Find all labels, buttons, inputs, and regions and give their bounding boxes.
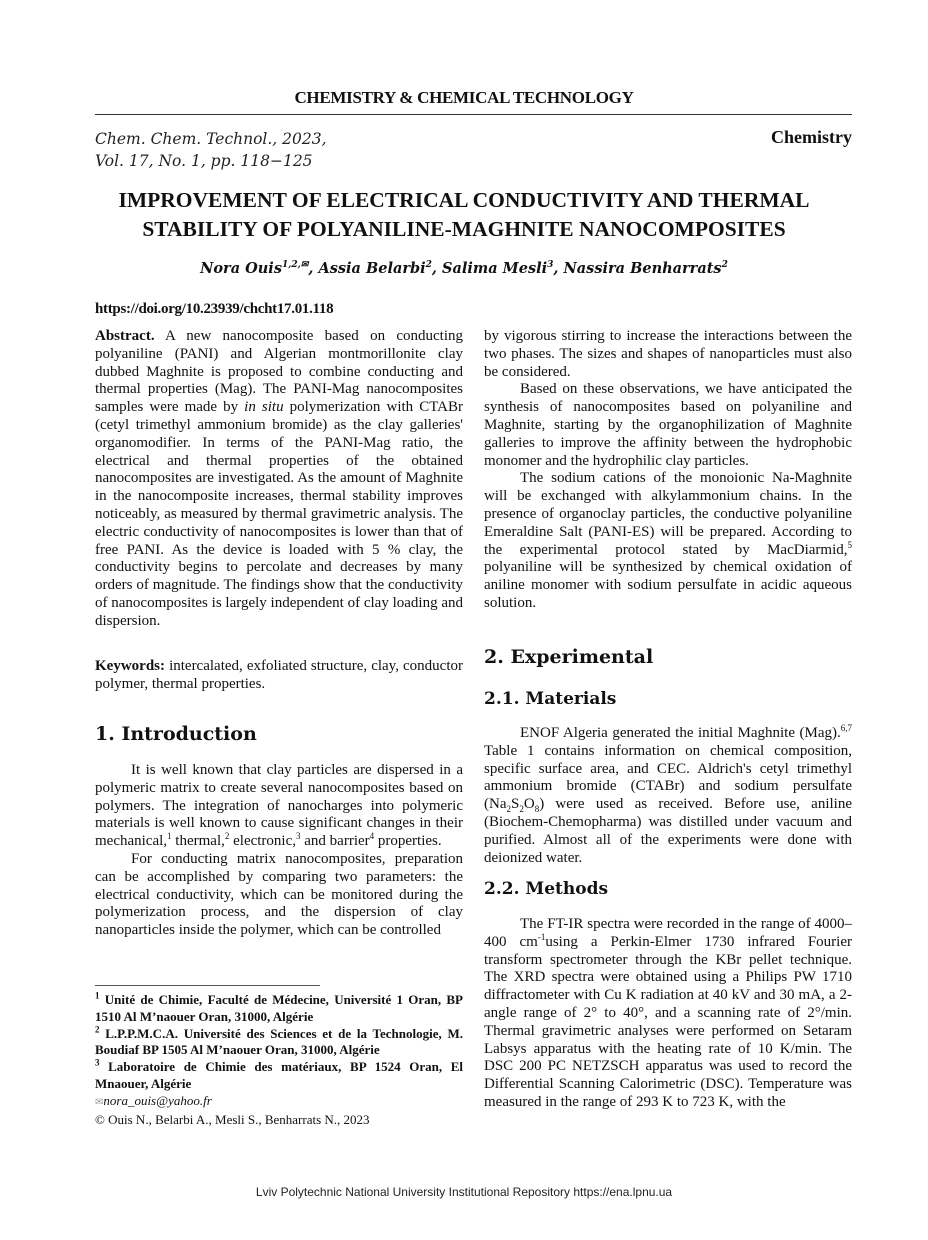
abstract-text: polymerization with CTABr (cetyl trimethyl ammonium bromide) as the clay galleries' organomodifier. In terms of the PANI-Mag ratio, the electrical and thermal properties of the obtained nanocomposites are investigated. As the amount of Maghnite in the nanocomposite increases, thermal stability improves noticeably, as measured by thermal gravimetric analysis. The electric conductivity of nanocomposites is lower than that of free PANI. As the device is loaded with 5 % clay, the conductivity begins to percolate and decreases by many orders of magnitude. The findings show that the conductivity of nanocomposites is largely independent of clay loading and dispersion. [95,399,464,629]
doi-link[interactable]: https://doi.org/10.23939/chcht17.01.118 [95,301,334,317]
email-icon: ✉ [95,1096,104,1108]
paragraph: For conducting matrix nanocomposites, preparation can be accomplished by comparing two parameters: the electrical conductivity, which can be monitored during the polymerization process, and the dispersion of clay nanoparticles inside the polymer, which can be controlled [95,850,463,939]
title-line: IMPROVEMENT OF ELECTRICAL CONDUCTIVITY AND THERMAL [118,188,810,212]
footnote-rule [95,985,320,986]
abstract-label: Abstract. [95,328,155,344]
keywords [95,658,463,694]
introduction-continued [484,328,852,613]
footnote: $^1$ Unité de Chimie, Faculté de Médecine, Université 1 Oran, BP 1510 Al M’naouer Oran, 31000, Algérie [95,990,463,1024]
author-list: Nora Ouis$^{1,2,✉}$, Assia Belarbi$^2$, Salima Mesli$^3$, Nassira Benharrats$^2$ [200,260,728,277]
heading-materials: 2.1. Materials [484,689,617,709]
affiliation-mark: 2 [425,260,432,271]
heading-introduction: 1. Introduction [95,723,257,745]
author: Assia Belarbi [318,260,426,277]
abstract-text: A new nanocomposite based on conducting polyaniline (PANI) and Algerian montmorillonite clay dubbed Maghnite is proposed to combine conducting and thermal properties (Mag). The PANI-Mag nanocomposites samples were made by [95,328,463,416]
section-label: Chemistry [771,127,852,147]
footnotes [95,992,463,1128]
journal-name: CHEMISTRY & CHEMICAL TECHNOLOGY [294,88,634,107]
introduction-text: It is well known that clay particles are dispersed in a polymeric matrix to create several nanocomposites based on polymers. The integration of nanocharges into polymeric materials is well known to cause significant changes in their mechanical,$^1$ thermal,$^2$ electronic,$^3$ and barrier$^4$ properties. For conducting matrix nanocomposites, preparation can be accomplished by comparing two parameters: the electrical conductivity, which can be monitored during the polymerization process, and the dispersion of clay nanoparticles inside the polymer, which can be controlled [95,762,463,939]
citation-line-1: Chem. Chem. Technol., 2023, [95,130,327,148]
paragraph: The sodium cations of the monoionic Na-Maghnite will be exchanged with alkylammonium chains. In the presence of organoclay particles, the conductive polyaniline Emeraldine Salt (PANI-ES) will be prepared. According to the experimental protocol stated by MacDiarmid,$^5$ polyaniline will be synthesized by chemical oxidation of aniline monomer with sodium persulfate in acidic aqueous solution. [484,470,852,611]
citation-line-2: Vol. 17, No. 1, pp. 118−125 [95,152,313,170]
author: Salima Mesli [442,260,548,277]
paragraph: by vigorous stirring to increase the interactions between the two phases. The sizes and shapes of nanoparticles must also be considered. [484,328,852,380]
author: Nassira Benharrats [563,260,722,277]
author: Nora Ouis [200,260,282,277]
affiliation-mark: 1,2,✉ [281,260,309,271]
repository-footer: Lviv Polytechnic National University Institutional Repository https://ena.lpnu.ua [255,1185,673,1199]
abstract-italic: in situ [244,399,284,416]
abstract [95,328,463,631]
email-link[interactable]: nora_ouis@yahoo.fr [103,1092,212,1108]
title-line: STABILITY OF POLYANILINE-MAGHNITE NANOCOMPOSITES [142,217,786,241]
methods-text: The FT-IR spectra were recorded in the range of 4000–400 $cm^{-1}using$ a Perkin-Elmer 1730 infrared Fourier transform spectrometer through the KBr pellet technique. The XRD spectra were obtained using a Philips PW 1710 diffractometer with Cu K radiation at 40 kV and 30 mA, a 2-angle range of 2° to 40°, and a scanning rate of 2°/min. Thermal gravimetric analyses were performed on Setaram Labsys apparatus with the heating rate of 10 K/min. The DSC 200 PC NETZSCH apparatus was used to record the Differential Scanning Calorimetric (DSC). Temperature was measured in the range of 293 K to 723 K, with the [484,916,852,1110]
citation [95,128,327,172]
footnote: $^3$ Laboratoire de Chimie des matériaux, BP 1524 Oran, El Mnaouer, Algérie [95,1057,463,1091]
paper-title [0,186,928,244]
header-rule [95,114,852,115]
copyright: © Ouis N., Belarbi A., Mesli S., Benharrats N., 2023 [95,1111,370,1127]
affiliation-mark: 3 [547,260,554,271]
keywords-text: intercalated, exfoliated structure, clay, conductor polymer, thermal properties. [95,658,463,692]
heading-experimental: 2. Experimental [484,646,654,668]
affiliation-mark: 2 [721,260,728,271]
paragraph: Based on these observations, we have anticipated the synthesis of nanocomposites based on polyaniline and Maghnite, starting by the organophilization of Maghnite galleries to improve the affinity between the hydrophobic monomer and the hydrophilic clay particles. [484,381,852,469]
keywords-label: Keywords: [95,658,165,674]
footnote: $^2$ L.P.P.M.C.A. Université des Sciences et de la Technologie, M. Boudiaf BP 1505 Al M’naouer Oran, 31000, Algérie [95,1024,463,1058]
heading-methods: 2.2. Methods [484,879,609,899]
materials-text: ENOF Algeria generated the initial Maghnite (Mag).$^{6,7}$ Table 1 contains information on chemical composition, specific surface area, and CEC. Aldrich's cetyl trimethyl ammonium bromide (CTABr) and sodium persulfate $(Na_2S_2O_8)$ were used as received. Before use, aniline (Biochem-Chemopharma) was distilled under vacuum and purified. Almost all of the experiments were done with deionized water. [484,723,852,866]
